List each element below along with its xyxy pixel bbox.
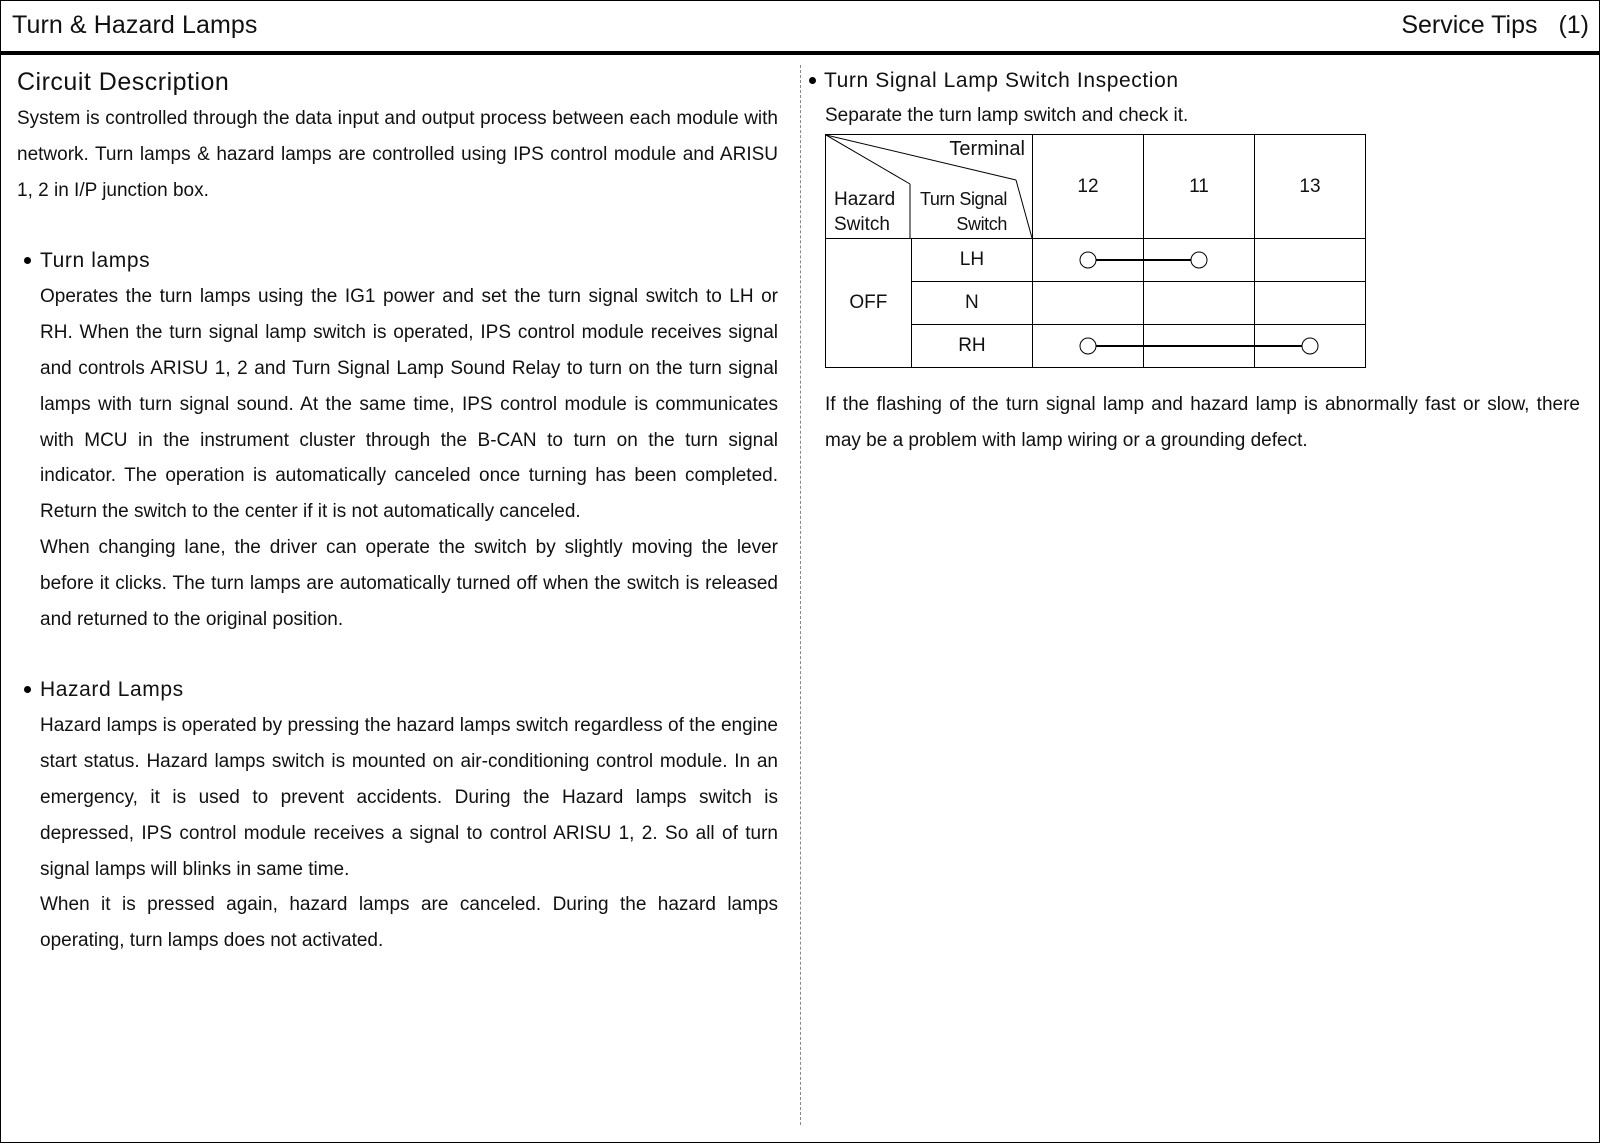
inspection-subtitle: Separate the turn lamp switch and check it. [825,105,1189,126]
right-column [825,63,1580,459]
cell-lh-11 [1144,239,1255,282]
cell-lh-12 [1033,239,1144,282]
hazard-off-cell: OFF [826,239,912,368]
hazard-lamps-paragraph-2: When it is pressed again, hazard lamps are canceled. During the hazard lamps operating, turn lamps does not activated. [40,894,778,952]
cell-rh-12 [1033,325,1144,368]
page-title: Turn & Hazard Lamps [12,11,258,39]
turn-lamps-heading [17,243,778,279]
turn-lamps-paragraph-1: Operates the turn lamps using the IG1 power and set the turn signal switch to LH or RH. When the turn signal lamp switch is operated, IPS control module receives signal and controls ARISU 1, 2 and Turn Signal Lamp Sound Relay to turn on the turn signal lamps with turn signal sound. At the same time, IPS control module is communicates with MCU in the instrument cluster through the B-CAN to turn on the turn signal indicator. The operation is automatically canceled once turning has been completed. Return the switch to the center if it is not automatically canceled. [40,286,778,523]
turn-lamps-section [17,243,778,637]
hazard-lamps-title: Hazard Lamps [40,678,184,702]
turn-label-line1: Turn Signal [920,189,1007,209]
column-divider [800,65,801,1125]
page-number: (1) [1558,11,1589,39]
bullet-icon [809,77,816,84]
terminal-11-header: 11 [1144,135,1255,239]
switch-inspection-table [825,134,1366,368]
hazard-lamps-paragraph-1: Hazard lamps is operated by pressing the hazard lamps switch regardless of the engine start status. Hazard lamps switch is mounted on air-conditioning control module. In an emergency, it is used to prevent accidents. During the Hazard lamps switch is depressed, IPS control module receives a signal to control ARISU 1, 2. So all of turn signal lamps will blinks in same time. [40,715,778,880]
inspection-heading [824,63,1580,99]
turn-label-line2: Switch [956,214,1007,234]
cell-rh-11 [1144,325,1255,368]
page-header [1,1,1599,55]
intro-paragraph: System is controlled through the data input and output process between each module with network. Turn lamps & hazard lamps are controlled using IPS control module and ARISU 1, 2 in I/P junction box. [17,108,778,201]
bullet-icon [24,686,31,693]
terminal-13-header: 13 [1255,135,1366,239]
hazard-lamps-section [17,672,778,959]
turn-lamps-paragraph-2: When changing lane, the driver can operate the switch by slightly moving the lever before it clicks. The turn lamps are automatically turned off when the switch is released and returned to the original position. [40,536,778,630]
hazard-label-line2: Switch [834,214,890,235]
turn-signal-switch-label [920,187,1007,237]
left-column [17,63,778,959]
terminal-label: Terminal [949,138,1025,160]
circuit-description-heading: Circuit Description [17,68,230,96]
cell-n-13 [1255,282,1366,325]
terminal-12-header: 12 [1033,135,1144,239]
hazard-label-line1: Hazard [834,189,896,210]
switch-table-wrap [808,134,1580,368]
service-tips-label: Service Tips [1401,11,1538,39]
row-label-n: N [911,282,1032,325]
hazard-lamps-heading [17,672,778,708]
bullet-icon [24,257,31,264]
cell-n-11 [1144,282,1255,325]
cell-n-12 [1033,282,1144,325]
cell-rh-13 [1255,325,1366,368]
header-right [1387,11,1589,40]
row-label-lh: LH [911,239,1032,282]
cell-lh-13 [1255,239,1366,282]
inspection-title: Turn Signal Lamp Switch Inspection [824,69,1179,92]
turn-lamps-title: Turn lamps [40,249,151,273]
table-corner-cell [826,135,1033,239]
row-label-rh: RH [911,325,1032,368]
hazard-switch-label [834,187,895,237]
flashing-note: If the flashing of the turn signal lamp and hazard lamp is abnormally fast or slow, there may be a problem with lamp wiring or a grounding defect. [825,394,1580,451]
